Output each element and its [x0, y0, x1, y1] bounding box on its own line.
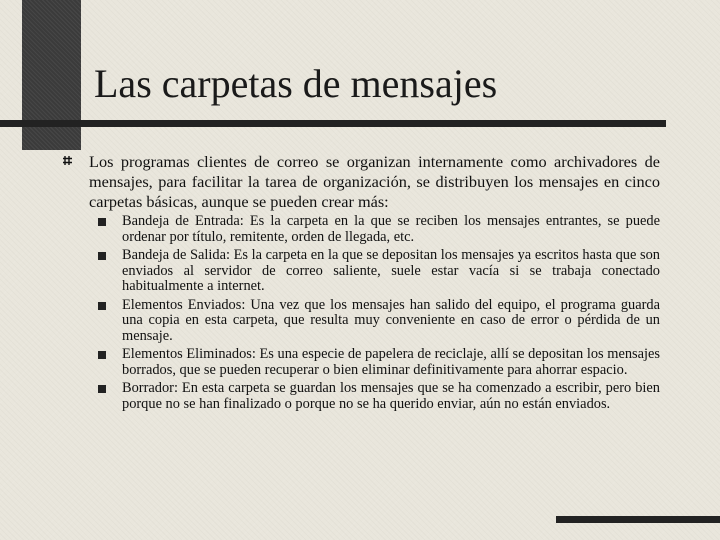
sub-bullet-item	[122, 214, 660, 245]
sub-bullet-item	[122, 381, 660, 412]
square-bullet-icon	[98, 218, 106, 226]
square-bullet-icon	[98, 351, 106, 359]
sub-bullet-text: Elementos Enviados: Una vez que los mensajes han salido del equipo, el programa guarda una copia en esta carpeta, que resulta muy conveniente en caso de error o pérdida de un mensaje.	[122, 296, 660, 344]
square-bullet-icon	[98, 302, 106, 310]
title-rule	[0, 120, 666, 127]
decorative-side-bar	[22, 0, 81, 150]
hash-bullet-icon	[62, 155, 73, 166]
square-bullet-icon	[98, 252, 106, 260]
main-bullet-text: Los programas clientes de correo se organizan internamente como archivadores de mensajes, para facilitar la tarea de organización, se distribuyen los mensajes en cinco carpetas básicas, aunque se pueden crear más:	[89, 152, 660, 211]
bottom-rule	[556, 516, 720, 523]
sub-bullet-item	[122, 347, 660, 378]
sub-bullet-item	[122, 298, 660, 345]
sub-bullet-text: Elementos Eliminados: Es una especie de papelera de reciclaje, allí se depositan los mensajes borrados, que se pueden recuperar o bien eliminar definitivamente para ahorrar espacio.	[122, 346, 660, 378]
sub-bullet-text: Borrador: En esta carpeta se guardan los mensajes que se ha comenzado a escribir, pero bien porque no se han finalizado o porque no se ha querido enviar, aún no están enviados.	[122, 380, 660, 412]
sub-bullet-item	[122, 248, 660, 295]
main-bullet	[60, 152, 660, 212]
sub-bullet-text: Bandeja de Salida: Es la carpeta en la que se depositan los mensajes ya escritos hasta que son enviados al servidor de correo saliente, suele estar vacía si se trabaja conectado habitualmente a internet.	[122, 247, 660, 294]
slide-title: Las carpetas de mensajes	[94, 61, 498, 106]
slide-body	[60, 152, 660, 415]
sub-bullet-text: Bandeja de Entrada: Es la carpeta en la que se reciben los mensajes entrantes, se puede ordenar por título, remitente, orden de llegada, etc.	[122, 213, 660, 245]
sub-bullet-list	[60, 214, 660, 412]
square-bullet-icon	[98, 385, 106, 393]
